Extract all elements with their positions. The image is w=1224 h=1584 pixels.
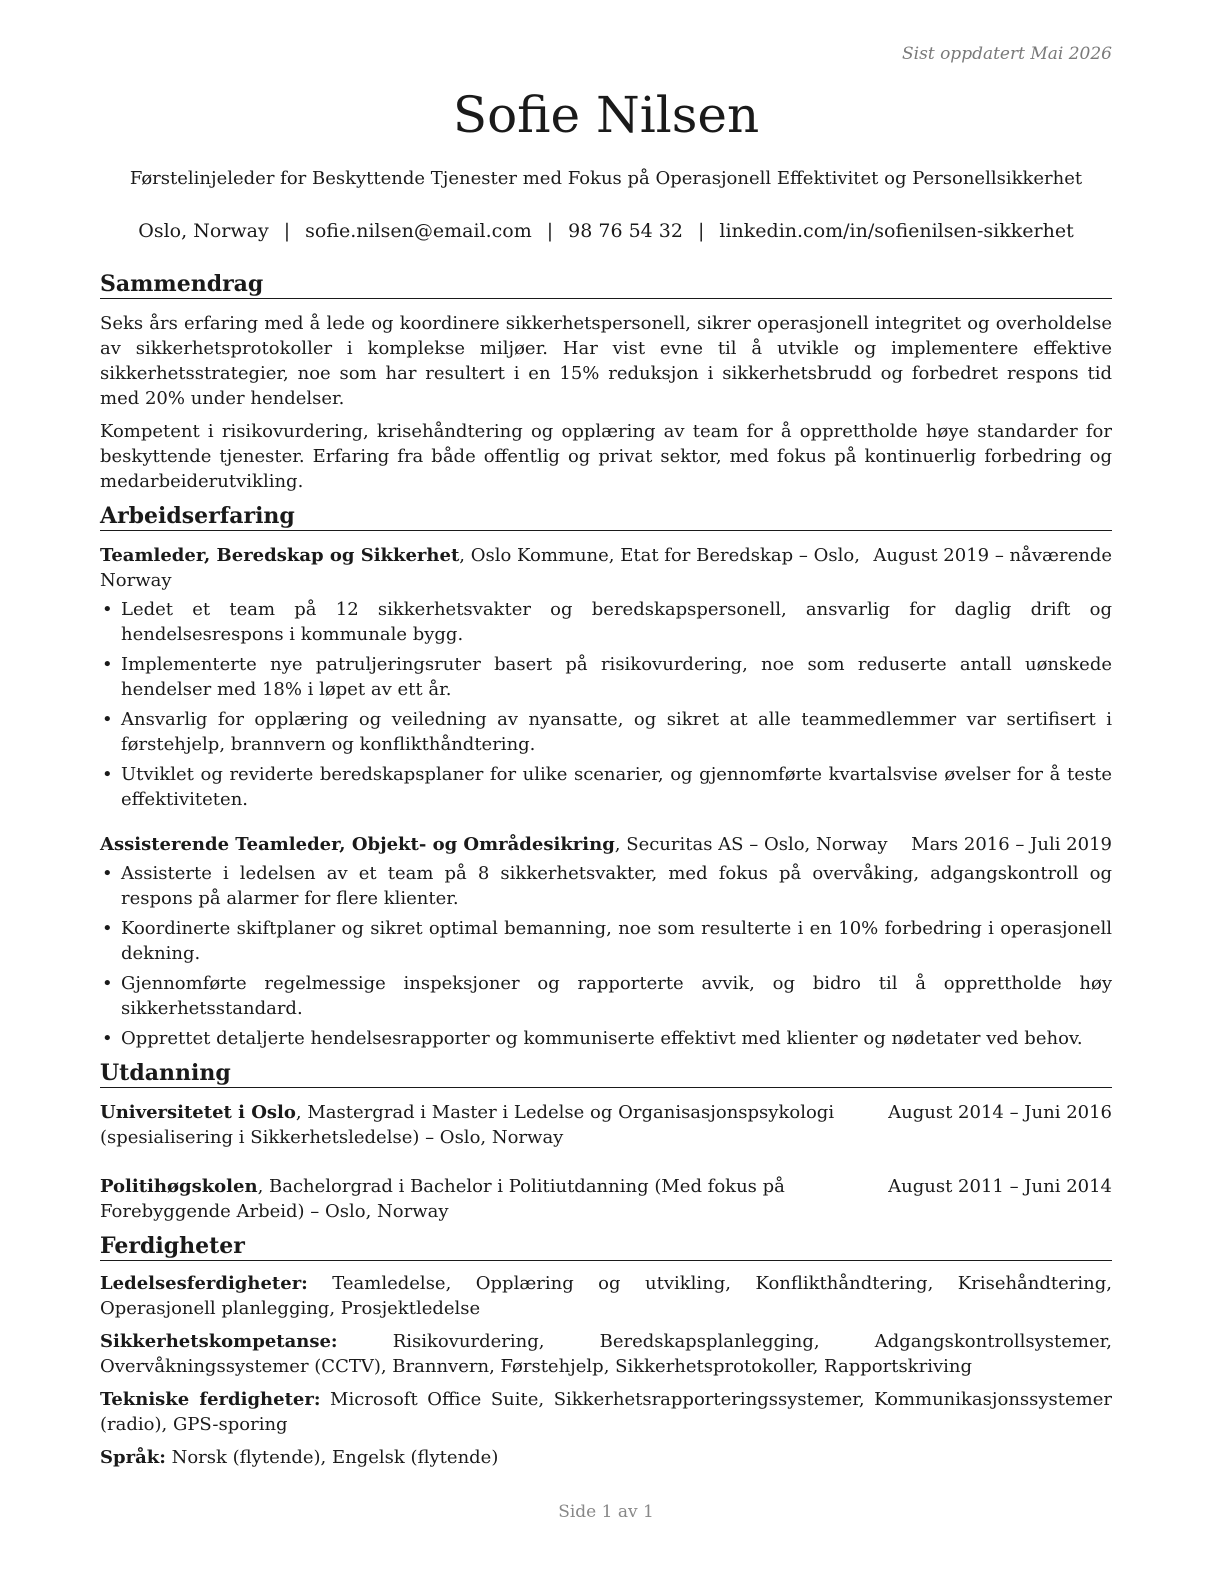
contact-email[interactable]: sofie.nilsen@email.com	[305, 220, 532, 242]
job-header	[100, 543, 1112, 593]
job-bullet: • Utviklet og reviderte beredskapsplaner for ulike scenarier, og gjennomførte kvartalsvise øvelser for å teste effektiviteten.	[100, 762, 1112, 812]
education-school: Universitetet i Oslo	[100, 1102, 296, 1123]
skills-section	[100, 1232, 1112, 1470]
job-entry	[100, 832, 1112, 1051]
job-organization: , Securitas AS – Oslo, Norway	[614, 834, 888, 855]
skill-label: Sikkerhetskompetanse:	[100, 1331, 338, 1352]
skill-text: Norsk (flytende), Engelsk (flytende)	[165, 1447, 499, 1468]
summary-paragraph: Seks års erfaring med å lede og koordinere sikkerhetspersonell, sikrer operasjonell integritet og overholdelse av sikkerhetsprotokoller i komplekse miljøer. Har vist evne til å utvikle og implementere effektive sikkerhetsstrategier, noe som har resultert i en 15% reduksjon i sikkerhetsbrudd og forbedret respons tid med 20% under hendelser.	[100, 313, 1112, 409]
tagline: Førstelinjeleder for Beskyttende Tjenester med Fokus på Operasjonell Effektivitet og Personellsikkerhet	[129, 168, 1083, 189]
education-entry	[100, 1100, 1112, 1150]
job-dates: August 2019 – nåværende	[873, 545, 1112, 566]
page-number: Side 1 av 1	[558, 1502, 654, 1522]
summary-section	[100, 270, 1112, 494]
contact-separator: |	[546, 220, 554, 242]
job-role: Teamleder, Beredskap og Sikkerhet	[100, 545, 460, 566]
education-dates: August 2011 – Juni 2014	[888, 1176, 1112, 1197]
skill-line	[100, 1329, 1112, 1379]
job-bullets	[100, 861, 1112, 1051]
skill-text: Risikovurdering, Beredskapsplanlegging, Adgangskontrollsystemer, Overvåkningssystemer (CCTV), Brannvern, Førstehjelp, Sikkerhetsprotokoller, Rapportskriving	[100, 1331, 1112, 1377]
experience-section	[100, 502, 1112, 1051]
resume-content	[100, 270, 1112, 1478]
contact-line	[100, 220, 1112, 242]
candidate-name: Sofie Nilsen	[452, 86, 760, 144]
education-entry	[100, 1174, 1112, 1224]
job-bullets	[100, 597, 1112, 812]
job-entry	[100, 543, 1112, 812]
contact-separator: |	[283, 220, 291, 242]
section-title: Utdanning	[100, 1059, 1112, 1088]
skill-label: Tekniske ferdigheter:	[100, 1389, 321, 1410]
summary-paragraph: Kompetent i risikovurdering, krisehåndtering og opplæring av team for å opprettholde høye standarder for beskyttende tjenester. Erfaring fra både offentlig og privat sektor, med fokus på kontinuerlig forbedring og medarbeiderutvikling.	[100, 421, 1112, 492]
education-detail: , Mastergrad i Master i Ledelse og Organisasjonspsykologi (spesialisering i Sikkerhetsledelse) – Oslo, Norway	[100, 1102, 835, 1148]
job-bullet: • Implementerte nye patruljeringsruter basert på risikovurdering, noe som reduserte antall uønskede hendelser med 18% i løpet av ett år.	[100, 652, 1112, 702]
job-bullet: • Koordinerte skiftplaner og sikret optimal bemanning, noe som resulterte i en 10% forbedring i operasjonell dekning.	[100, 916, 1112, 966]
skill-label: Ledelsesferdigheter:	[100, 1273, 308, 1294]
skill-line	[100, 1271, 1112, 1321]
skill-line	[100, 1387, 1112, 1437]
section-title: Arbeidserfaring	[100, 502, 1112, 531]
education-section	[100, 1059, 1112, 1224]
education-dates: August 2014 – Juni 2016	[888, 1102, 1112, 1123]
job-bullet: • Opprettet detaljerte hendelsesrapporter og kommuniserte effektivt med klienter og nødetater ved behov.	[100, 1026, 1112, 1051]
job-role: Assisterende Teamleder, Objekt- og Områdesikring	[100, 834, 615, 855]
last-updated: Sist oppdatert Mai 2026	[902, 44, 1112, 64]
education-school: Politihøgskolen	[100, 1176, 258, 1197]
job-dates: Mars 2016 – Juli 2019	[911, 834, 1112, 855]
education-detail: , Bachelorgrad i Bachelor i Politiutdanning (Med fokus på Forebyggende Arbeid) – Oslo, Norway	[100, 1176, 785, 1222]
skill-text: Microsoft Office Suite, Sikkerhetsrapporteringssystemer, Kommunikasjonssystemer (radio), GPS-sporing	[100, 1389, 1113, 1435]
resume-page	[100, 0, 1112, 1584]
skill-text: Teamledelse, Opplæring og utvikling, Konflikthåndtering, Krisehåndtering, Operasjonell planlegging, Prosjektledelse	[100, 1273, 1112, 1319]
job-organization: , Oslo Kommune, Etat for Beredskap – Oslo, Norway	[100, 545, 860, 591]
contact-location: Oslo, Norway	[138, 220, 269, 242]
job-bullet: • Ledet et team på 12 sikkerhetsvakter og beredskapspersonell, ansvarlig for daglig drift og hendelsesrespons i kommunale bygg.	[100, 597, 1112, 647]
contact-phone: 98 76 54 32	[568, 220, 683, 242]
job-bullet: • Assisterte i ledelsen av et team på 8 sikkerhetsvakter, med fokus på overvåking, adgangskontroll og respons på alarmer for flere klienter.	[100, 861, 1112, 911]
contact-separator: |	[697, 220, 705, 242]
section-title: Sammendrag	[100, 270, 1112, 299]
contact-linkedin[interactable]: linkedin.com/in/sofienilsen-sikkerhet	[719, 220, 1074, 242]
skill-line	[100, 1445, 1112, 1470]
job-bullet: • Gjennomførte regelmessige inspeksjoner og rapporterte avvik, og bidro til å opprettholde høy sikkerhetsstandard.	[100, 971, 1112, 1021]
skill-label: Språk:	[100, 1447, 166, 1468]
job-bullet: • Ansvarlig for opplæring og veiledning av nyansatte, og sikret at alle teammedlemmer var sertifisert i førstehjelp, brannvern og konflikthåndtering.	[100, 707, 1112, 757]
section-title: Ferdigheter	[100, 1232, 1112, 1261]
job-header	[100, 832, 1112, 857]
